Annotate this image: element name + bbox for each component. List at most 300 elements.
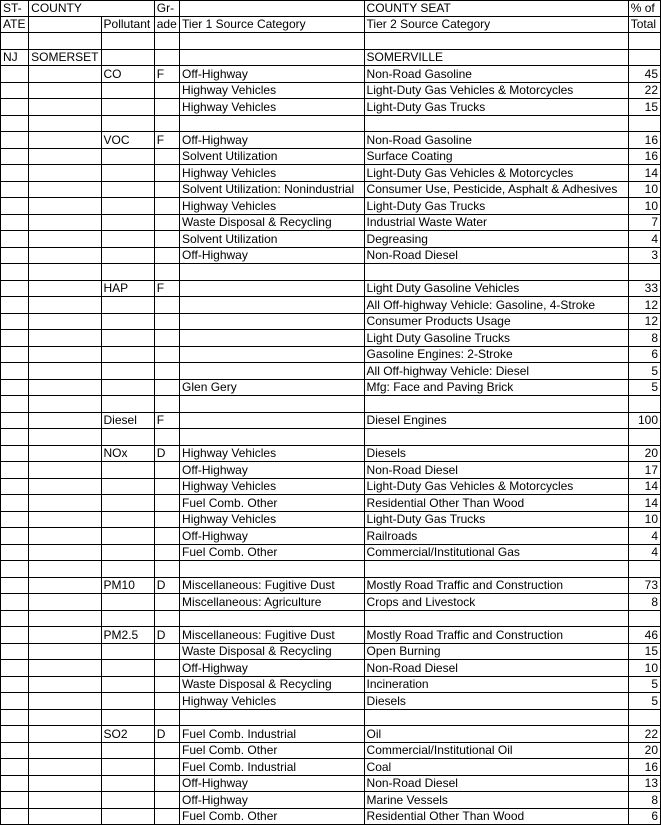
tier2-cell: Non-Road Diesel (364, 660, 628, 677)
tier2-cell: Light-Duty Gas Trucks (364, 511, 628, 528)
tier1-cell: Off-Highway (180, 660, 365, 677)
grade-cell (154, 49, 179, 66)
county-cell (29, 577, 101, 594)
percent-cell: 16 (628, 759, 660, 776)
table-row (1, 412, 661, 429)
percent-cell: 16 (628, 132, 660, 149)
tier1-cell: Glen Gery (180, 379, 365, 396)
tier2-cell (364, 396, 628, 413)
pollutant-cell (101, 313, 154, 330)
tier1-cell: Off-Highway (180, 247, 365, 264)
county-cell (29, 627, 101, 644)
county-cell (29, 181, 101, 198)
state-cell (1, 726, 29, 743)
table-row (1, 759, 661, 776)
table-row (1, 396, 661, 413)
state-cell (1, 379, 29, 396)
tier1-cell: Off-Highway (180, 462, 365, 479)
county-cell (29, 33, 101, 50)
grade-cell (154, 214, 179, 231)
state-cell (1, 511, 29, 528)
percent-cell: 14 (628, 165, 660, 182)
percent-cell: 12 (628, 313, 660, 330)
state-cell (1, 280, 29, 297)
grade-cell: F (154, 66, 179, 83)
pollutant-cell: VOC (101, 132, 154, 149)
county-cell (29, 726, 101, 743)
grade-cell (154, 330, 179, 347)
pollutant-cell (101, 709, 154, 726)
header-tier1: Tier 1 Source Category (180, 17, 365, 33)
header-total: Total (628, 17, 660, 33)
tier1-cell: Solvent Utilization (180, 148, 365, 165)
percent-cell: 5 (628, 693, 660, 710)
county-cell (29, 412, 101, 429)
table-row (1, 495, 661, 512)
county-cell (29, 330, 101, 347)
county-cell (29, 792, 101, 809)
header-county-blank (29, 17, 101, 33)
grade-cell (154, 693, 179, 710)
county-cell (29, 82, 101, 99)
grade-cell (154, 759, 179, 776)
county-cell (29, 610, 101, 627)
state-cell (1, 297, 29, 314)
tier1-cell: Highway Vehicles (180, 198, 365, 215)
pollutant-cell (101, 115, 154, 132)
pollutant-cell (101, 561, 154, 578)
pollutant-cell (101, 742, 154, 759)
percent-cell: 4 (628, 544, 660, 561)
grade-cell (154, 346, 179, 363)
tier2-cell: Light-Duty Gas Trucks (364, 198, 628, 215)
pollutant-cell (101, 264, 154, 281)
pollutant-cell (101, 495, 154, 512)
county-cell (29, 594, 101, 611)
county-cell (29, 759, 101, 776)
county-cell (29, 396, 101, 413)
tier1-cell (180, 33, 365, 50)
pollutant-cell: NOx (101, 445, 154, 462)
tier2-cell: Gasoline Engines: 2-Stroke (364, 346, 628, 363)
state-cell (1, 775, 29, 792)
tier1-cell: Fuel Comb. Industrial (180, 726, 365, 743)
grade-cell (154, 561, 179, 578)
percent-cell: 3 (628, 247, 660, 264)
county-cell (29, 346, 101, 363)
pollutant-cell (101, 610, 154, 627)
state-cell (1, 313, 29, 330)
pollutant-cell (101, 49, 154, 66)
tier1-cell: Off-Highway (180, 66, 365, 83)
grade-cell (154, 594, 179, 611)
table-row (1, 709, 661, 726)
table-row (1, 247, 661, 264)
tier1-cell: Waste Disposal & Recycling (180, 214, 365, 231)
grade-cell (154, 742, 179, 759)
tier2-cell (364, 610, 628, 627)
percent-cell: 7 (628, 214, 660, 231)
tier2-cell: Diesels (364, 693, 628, 710)
tier2-cell: Diesels (364, 445, 628, 462)
pollutant-cell (101, 247, 154, 264)
grade-cell (154, 478, 179, 495)
percent-cell: 17 (628, 462, 660, 479)
county-cell (29, 709, 101, 726)
pollutant-cell (101, 775, 154, 792)
county-cell (29, 264, 101, 281)
tier1-cell (180, 561, 365, 578)
pollutant-cell (101, 82, 154, 99)
tier2-cell: Non-Road Diesel (364, 775, 628, 792)
table-row (1, 610, 661, 627)
pollutant-cell (101, 462, 154, 479)
header-tier2: Tier 2 Source Category (364, 17, 628, 33)
percent-cell: 14 (628, 495, 660, 512)
percent-cell: 5 (628, 379, 660, 396)
percent-cell (628, 561, 660, 578)
percent-cell (628, 33, 660, 50)
grade-cell (154, 99, 179, 116)
header-row-1 (1, 1, 661, 17)
state-cell (1, 709, 29, 726)
percent-cell: 46 (628, 627, 660, 644)
pollutant-cell (101, 181, 154, 198)
county-cell (29, 379, 101, 396)
state-cell (1, 132, 29, 149)
table-row (1, 445, 661, 462)
grade-cell (154, 198, 179, 215)
tier1-cell (180, 280, 365, 297)
header-state: ST- (1, 1, 29, 17)
percent-cell: 10 (628, 181, 660, 198)
tier2-cell (364, 115, 628, 132)
percent-cell: 4 (628, 528, 660, 545)
percent-cell: 8 (628, 330, 660, 347)
grade-cell (154, 808, 179, 825)
grade-cell (154, 82, 179, 99)
percent-cell: 12 (628, 297, 660, 314)
tier2-cell: Light Duty Gasoline Vehicles (364, 280, 628, 297)
tier2-cell: Open Burning (364, 643, 628, 660)
percent-cell: 22 (628, 726, 660, 743)
tier1-cell: Highway Vehicles (180, 445, 365, 462)
table-row (1, 808, 661, 825)
tier1-cell: Off-Highway (180, 132, 365, 149)
grade-cell (154, 297, 179, 314)
tier1-cell: Highway Vehicles (180, 99, 365, 116)
header-row-2 (1, 17, 661, 33)
table-row (1, 693, 661, 710)
percent-cell: 22 (628, 82, 660, 99)
state-cell (1, 528, 29, 545)
county-cell (29, 544, 101, 561)
header-grade: Gr- (154, 1, 179, 17)
state-cell (1, 643, 29, 660)
tier1-cell (180, 412, 365, 429)
state-cell (1, 412, 29, 429)
state-cell (1, 247, 29, 264)
county-cell (29, 495, 101, 512)
table-row (1, 297, 661, 314)
tier1-cell: Off-Highway (180, 792, 365, 809)
pollutant-cell (101, 792, 154, 809)
tier1-cell (180, 346, 365, 363)
tier1-cell: Waste Disposal & Recycling (180, 676, 365, 693)
tier2-cell: Non-Road Diesel (364, 247, 628, 264)
grade-cell (154, 363, 179, 380)
pollutant-cell (101, 594, 154, 611)
header-pollutant: Pollutant (101, 17, 154, 33)
table-row (1, 775, 661, 792)
state-cell (1, 346, 29, 363)
tier2-cell: Light-Duty Gas Vehicles & Motorcycles (364, 165, 628, 182)
grade-cell: F (154, 412, 179, 429)
tier2-cell: Marine Vessels (364, 792, 628, 809)
state-cell: NJ (1, 49, 29, 66)
tier1-cell (180, 49, 365, 66)
tier1-cell: Solvent Utilization: Nonindustrial (180, 181, 365, 198)
county-cell (29, 561, 101, 578)
percent-cell: 8 (628, 594, 660, 611)
pollutant-cell: HAP (101, 280, 154, 297)
percent-cell: 10 (628, 198, 660, 215)
tier2-cell: Commercial/Institutional Oil (364, 742, 628, 759)
tier2-cell: SOMERVILLE (364, 49, 628, 66)
state-cell (1, 82, 29, 99)
pollutant-cell (101, 33, 154, 50)
grade-cell (154, 148, 179, 165)
grade-cell (154, 264, 179, 281)
pollutant-cell (101, 231, 154, 248)
table-row (1, 148, 661, 165)
table-row (1, 742, 661, 759)
state-cell (1, 495, 29, 512)
county-cell: SOMERSET (29, 49, 101, 66)
state-cell (1, 792, 29, 809)
state-cell (1, 99, 29, 116)
county-cell (29, 429, 101, 446)
county-cell (29, 115, 101, 132)
tier2-cell: Mfg: Face and Paving Brick (364, 379, 628, 396)
pollutant-cell (101, 214, 154, 231)
tier2-cell (364, 264, 628, 281)
percent-cell: 20 (628, 742, 660, 759)
county-cell (29, 165, 101, 182)
county-cell (29, 478, 101, 495)
table-row (1, 561, 661, 578)
pollutant-cell (101, 693, 154, 710)
tier2-cell: Diesel Engines (364, 412, 628, 429)
state-cell (1, 198, 29, 215)
table-row (1, 214, 661, 231)
county-cell (29, 528, 101, 545)
tier2-cell (364, 429, 628, 446)
state-cell (1, 66, 29, 83)
tier2-cell: Mostly Road Traffic and Construction (364, 577, 628, 594)
county-cell (29, 445, 101, 462)
grade-cell: D (154, 726, 179, 743)
tier2-cell: All Off-highway Vehicle: Diesel (364, 363, 628, 380)
grade-cell (154, 396, 179, 413)
tier1-cell: Fuel Comb. Other (180, 544, 365, 561)
tier2-cell: All Off-highway Vehicle: Gasoline, 4-Stroke (364, 297, 628, 314)
tier1-cell (180, 115, 365, 132)
grade-cell: F (154, 132, 179, 149)
grade-cell (154, 610, 179, 627)
state-cell (1, 544, 29, 561)
grade-cell (154, 544, 179, 561)
header-county-seat: COUNTY SEAT (364, 1, 628, 17)
county-cell (29, 66, 101, 83)
grade-cell: D (154, 627, 179, 644)
state-cell (1, 396, 29, 413)
percent-cell (628, 396, 660, 413)
pollutant-cell (101, 643, 154, 660)
tier2-cell: Light-Duty Gas Trucks (364, 99, 628, 116)
county-cell (29, 808, 101, 825)
table-row (1, 198, 661, 215)
county-cell (29, 99, 101, 116)
table-row (1, 429, 661, 446)
pollutant-cell (101, 478, 154, 495)
county-cell (29, 231, 101, 248)
pollutant-cell (101, 148, 154, 165)
county-cell (29, 462, 101, 479)
tier2-cell: Industrial Waste Water (364, 214, 628, 231)
table-row (1, 33, 661, 50)
state-cell (1, 594, 29, 611)
percent-cell: 33 (628, 280, 660, 297)
pollutant-cell (101, 165, 154, 182)
table-row (1, 132, 661, 149)
tier1-cell (180, 709, 365, 726)
tier2-cell: Mostly Road Traffic and Construction (364, 627, 628, 644)
grade-cell (154, 676, 179, 693)
tier2-cell: Incineration (364, 676, 628, 693)
grade-cell: D (154, 577, 179, 594)
header-state-cont: ATE (1, 17, 29, 33)
tier1-cell: Solvent Utilization (180, 231, 365, 248)
tier1-cell: Fuel Comb. Other (180, 742, 365, 759)
tier2-cell (364, 561, 628, 578)
state-cell (1, 742, 29, 759)
tier1-cell (180, 297, 365, 314)
county-cell (29, 511, 101, 528)
tier2-cell (364, 709, 628, 726)
table-row (1, 676, 661, 693)
percent-cell (628, 429, 660, 446)
tier2-cell: Consumer Use, Pesticide, Asphalt & Adhesives (364, 181, 628, 198)
table-row (1, 627, 661, 644)
tier1-cell: Miscellaneous: Agriculture (180, 594, 365, 611)
pollutant-cell: Diesel (101, 412, 154, 429)
pollutant-cell (101, 660, 154, 677)
county-cell (29, 643, 101, 660)
tier2-cell (364, 33, 628, 50)
pollutant-cell (101, 676, 154, 693)
table-row (1, 115, 661, 132)
tier1-cell: Miscellaneous: Fugitive Dust (180, 577, 365, 594)
pollutant-cell: CO (101, 66, 154, 83)
county-cell (29, 660, 101, 677)
table-row (1, 594, 661, 611)
grade-cell (154, 495, 179, 512)
tier1-cell (180, 264, 365, 281)
percent-cell: 4 (628, 231, 660, 248)
percent-cell: 6 (628, 346, 660, 363)
county-cell (29, 214, 101, 231)
tier1-cell: Fuel Comb. Other (180, 808, 365, 825)
county-cell (29, 132, 101, 149)
state-cell (1, 577, 29, 594)
tier2-cell: Light-Duty Gas Vehicles & Motorcycles (364, 478, 628, 495)
state-cell (1, 429, 29, 446)
percent-cell (628, 610, 660, 627)
table-row (1, 264, 661, 281)
state-cell (1, 165, 29, 182)
table-row (1, 462, 661, 479)
state-cell (1, 693, 29, 710)
grade-cell (154, 313, 179, 330)
tier2-cell: Non-Road Gasoline (364, 66, 628, 83)
tier1-cell (180, 610, 365, 627)
tier2-cell: Non-Road Diesel (364, 462, 628, 479)
table-header (1, 1, 661, 33)
grade-cell (154, 528, 179, 545)
tier1-cell: Highway Vehicles (180, 165, 365, 182)
table-row (1, 181, 661, 198)
percent-cell: 6 (628, 808, 660, 825)
table-row (1, 528, 661, 545)
tier1-cell: Off-Highway (180, 528, 365, 545)
state-cell (1, 115, 29, 132)
table-row (1, 330, 661, 347)
state-cell (1, 148, 29, 165)
table-row (1, 511, 661, 528)
percent-cell: 15 (628, 99, 660, 116)
percent-cell: 16 (628, 148, 660, 165)
percent-cell (628, 709, 660, 726)
tier1-cell: Highway Vehicles (180, 478, 365, 495)
pollutant-cell (101, 346, 154, 363)
table-row (1, 379, 661, 396)
pollutant-cell (101, 511, 154, 528)
state-cell (1, 561, 29, 578)
table-row (1, 82, 661, 99)
tier2-cell: Residential Other Than Wood (364, 495, 628, 512)
percent-cell: 8 (628, 792, 660, 809)
grade-cell (154, 247, 179, 264)
tier1-cell: Off-Highway (180, 775, 365, 792)
tier1-cell (180, 313, 365, 330)
percent-cell: 15 (628, 643, 660, 660)
percent-cell: 20 (628, 445, 660, 462)
table-row (1, 66, 661, 83)
tier1-cell: Highway Vehicles (180, 82, 365, 99)
grade-cell (154, 792, 179, 809)
tier2-cell: Oil (364, 726, 628, 743)
table-row (1, 726, 661, 743)
tier2-cell: Crops and Livestock (364, 594, 628, 611)
tier2-cell: Surface Coating (364, 148, 628, 165)
tier1-cell: Fuel Comb. Other (180, 495, 365, 512)
pollutant-cell (101, 99, 154, 116)
county-cell (29, 693, 101, 710)
grade-cell (154, 165, 179, 182)
state-cell (1, 478, 29, 495)
table-row (1, 231, 661, 248)
